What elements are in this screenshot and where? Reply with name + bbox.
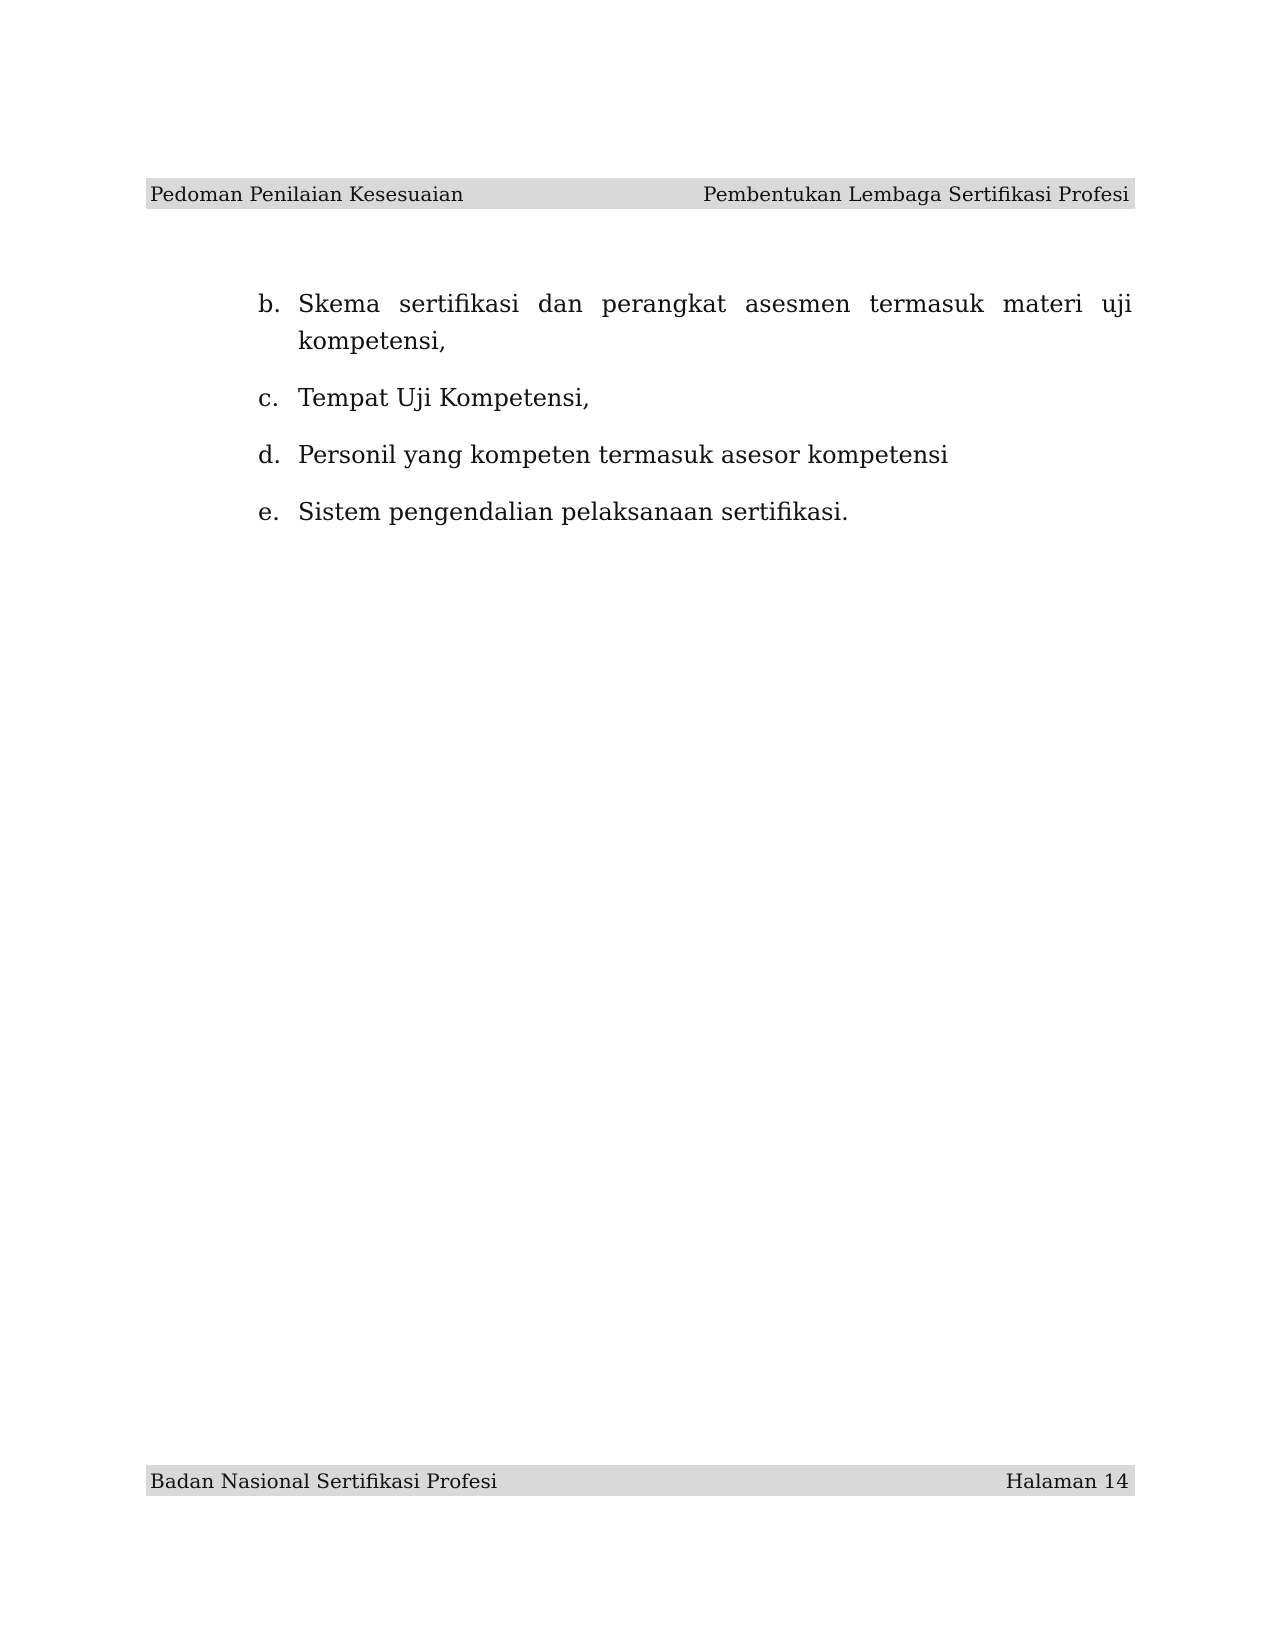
list-item-text: Tempat Uji Kompetensi, [298,384,591,412]
list-item-text: Skema sertifikasi dan perangkat asesmen termasuk materi uji kompetensi, [298,290,1132,355]
list-item [258,494,1132,531]
page-header [146,178,1135,209]
list-item-text: Sistem pengendalian pelaksanaan sertifikasi. [298,498,849,526]
list-item [258,380,1132,417]
list-item [258,286,1132,360]
list-item [258,437,1132,474]
list-marker: c. [258,384,280,412]
header-section-title: Pembentukan Lembaga Sertifikasi Profesi [703,181,1129,206]
list-marker: b. [258,290,281,318]
page-footer [146,1465,1135,1496]
list-item-text: Personil yang kompeten termasuk asesor kompetensi [298,441,949,469]
header-document-title: Pedoman Penilaian Kesesuaian [150,181,464,206]
footer-page-number: Halaman 14 [1005,1468,1129,1493]
list-marker: e. [258,498,280,526]
list-marker: d. [258,441,281,469]
footer-organization: Badan Nasional Sertifikasi Profesi [150,1468,498,1493]
document-body [258,286,1132,551]
